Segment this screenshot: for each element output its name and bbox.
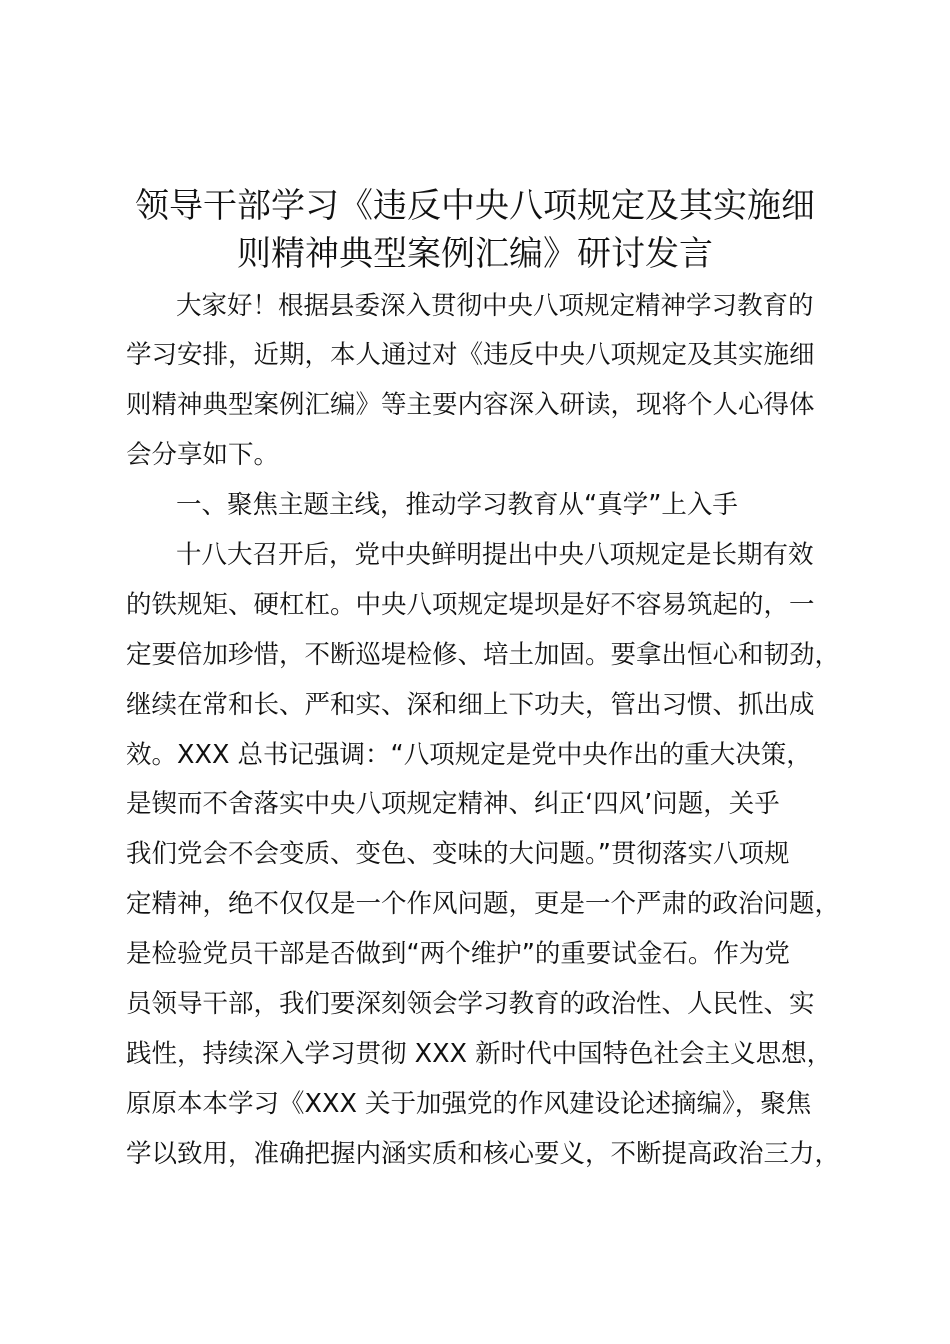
document-title-line-1: 领导干部学习《违反中央八项规定及其实施细: [135, 186, 815, 226]
paragraph-line: 定要倍加珍惜，不断巡堤检修、培土加固。要拿出恒心和韧劲，: [126, 640, 841, 670]
paragraph-line: 践性，持续深入学习贯彻 XXX 新时代中国特色社会主义思想，: [126, 1039, 833, 1069]
paragraph-line: 是锲而不舍落实中央八项规定精神、纠正‘四风’问题，关乎: [126, 789, 780, 819]
section-heading: 一、聚焦主题主线，推动学习教育从“真学”上入手: [176, 490, 738, 520]
paragraph-line: 则精神典型案例汇编》等主要内容深入研读，现将个人心得体: [126, 390, 815, 420]
paragraph-line: 原原本本学习《XXX 关于加强党的作风建设论述摘编》，聚焦: [126, 1089, 812, 1119]
paragraph-line: 学习安排，近期，本人通过对《违反中央八项规定及其实施细: [126, 340, 815, 370]
paragraph-line: 学以致用，准确把握内涵实质和核心要义，不断提高政治三力，: [126, 1139, 841, 1169]
paragraph-line: 的铁规矩、硬杠杠。中央八项规定堤坝是好不容易筑起的，一: [126, 590, 815, 620]
paragraph-line: 十八大召开后，党中央鲜明提出中央八项规定是长期有效: [176, 540, 814, 570]
paragraph-line: 定精神，绝不仅仅是一个作风问题，更是一个严肃的政治问题，: [126, 889, 841, 919]
paragraph-line: 效。XXX 总书记强调：“八项规定是党中央作出的重大决策，: [126, 740, 812, 770]
paragraph-line: 员领导干部，我们要深刻领会学习教育的政治性、人民性、实: [126, 989, 815, 1019]
paragraph-line: 继续在常和长、严和实、深和细上下功夫，管出习惯、抓出成: [126, 690, 815, 720]
paragraph-line: 是检验党员干部是否做到“两个维护”的重要试金石。作为党: [126, 939, 790, 969]
paragraph-line: 会分享如下。: [126, 440, 280, 470]
paragraph-line: 我们党会不会变质、变色、变味的大问题。”贯彻落实八项规: [126, 839, 790, 869]
paragraph-line: 大家好！根据县委深入贯彻中央八项规定精神学习教育的: [176, 291, 814, 321]
document-title-line-2: 则精神典型案例汇编》研讨发言: [237, 234, 713, 274]
